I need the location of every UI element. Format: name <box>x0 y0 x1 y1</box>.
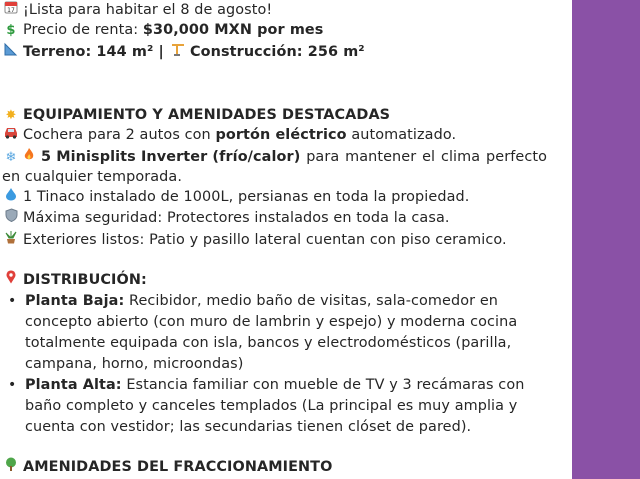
distribution-heading: DISTRIBUCIÓN: <box>2 270 147 291</box>
ground-floor-line-2: concepto abierto (con muro de lambrin y espejo) y moderna cocina <box>25 314 518 330</box>
land-size: Terreno: 144 m² <box>23 44 154 60</box>
svg-text:17: 17 <box>7 7 15 14</box>
crane-icon <box>169 42 187 63</box>
availability-text: ¡Lista para habitar el 8 de agosto! <box>23 2 273 18</box>
security-line: Máxima seguridad: Protectores instalados en toda la casa. <box>2 208 450 229</box>
sparkle-icon: ✸ <box>5 108 17 123</box>
ground-floor-line-1: Planta Baja: Recibidor, medio baño de visitas, sala-comedor en <box>25 293 499 309</box>
fire-icon <box>20 147 38 168</box>
ground-floor-label: Planta Baja: <box>25 293 125 309</box>
plant-icon <box>2 230 20 251</box>
upper-floor-line-2: baño completo y canceles templados (La principal es muy amplia y <box>25 398 518 414</box>
rent-line <box>2 20 323 41</box>
upper-floor-label: Planta Alta: <box>25 377 122 393</box>
ground-floor-line-3: totalmente equipada con isla, bancos y electrodomésticos (parilla, <box>25 335 512 351</box>
ground-floor-line-4: campana, horno, microondas) <box>25 356 244 372</box>
triangle-ruler-icon <box>2 42 20 63</box>
rent-label: Precio de renta: <box>23 22 139 38</box>
bullet-upper: • <box>8 377 17 393</box>
community-heading: AMENIDADES DEL FRACCIONAMIENTO <box>2 457 332 478</box>
amenities-heading: ✸ EQUIPAMIENTO Y AMENIDADES DESTACADAS <box>2 105 390 126</box>
shield-icon <box>2 208 20 229</box>
exteriors-line: Exteriores listos: Patio y pasillo lateral cuentan con piso ceramico. <box>2 230 507 251</box>
construction-size: Construcción: 256 m² <box>189 44 365 60</box>
garage-line: Cochera para 2 autos con portón eléctrico automatizado. <box>2 125 456 146</box>
availability-line <box>2 0 272 21</box>
upper-floor-line-1: Planta Alta: Estancia familiar con mueble de TV y 3 recámaras con <box>25 377 525 393</box>
calendar-icon <box>2 0 20 21</box>
upper-floor-line-3: cuenta con vestidor; las secundarias tienen clóset de pared). <box>25 419 472 435</box>
car-icon <box>2 125 20 146</box>
ac-line-continued: en cualquier temporada. <box>2 169 183 185</box>
size-line <box>2 42 365 63</box>
size-separator: | <box>158 44 164 60</box>
ac-line: ❄ 5 Minisplits Inverter (frío/calor) para mantener el clima perfecto <box>2 147 547 168</box>
droplet-icon <box>2 187 20 208</box>
pin-icon <box>2 270 20 291</box>
tank-line: 1 Tinaco instalado de 1000L, persianas en toda la propiedad. <box>2 187 469 208</box>
garage-highlight: portón eléctrico <box>215 127 347 143</box>
bullet-ground: • <box>8 293 17 309</box>
snowflake-icon: ❄ <box>5 150 17 165</box>
ac-highlight: 5 Minisplits Inverter (frío/calor) <box>41 149 301 165</box>
tree-icon <box>2 457 20 478</box>
dollar-icon: $ <box>6 23 16 38</box>
purple-side-panel <box>572 0 640 479</box>
rent-value: $30,000 MXN por mes <box>142 22 324 38</box>
